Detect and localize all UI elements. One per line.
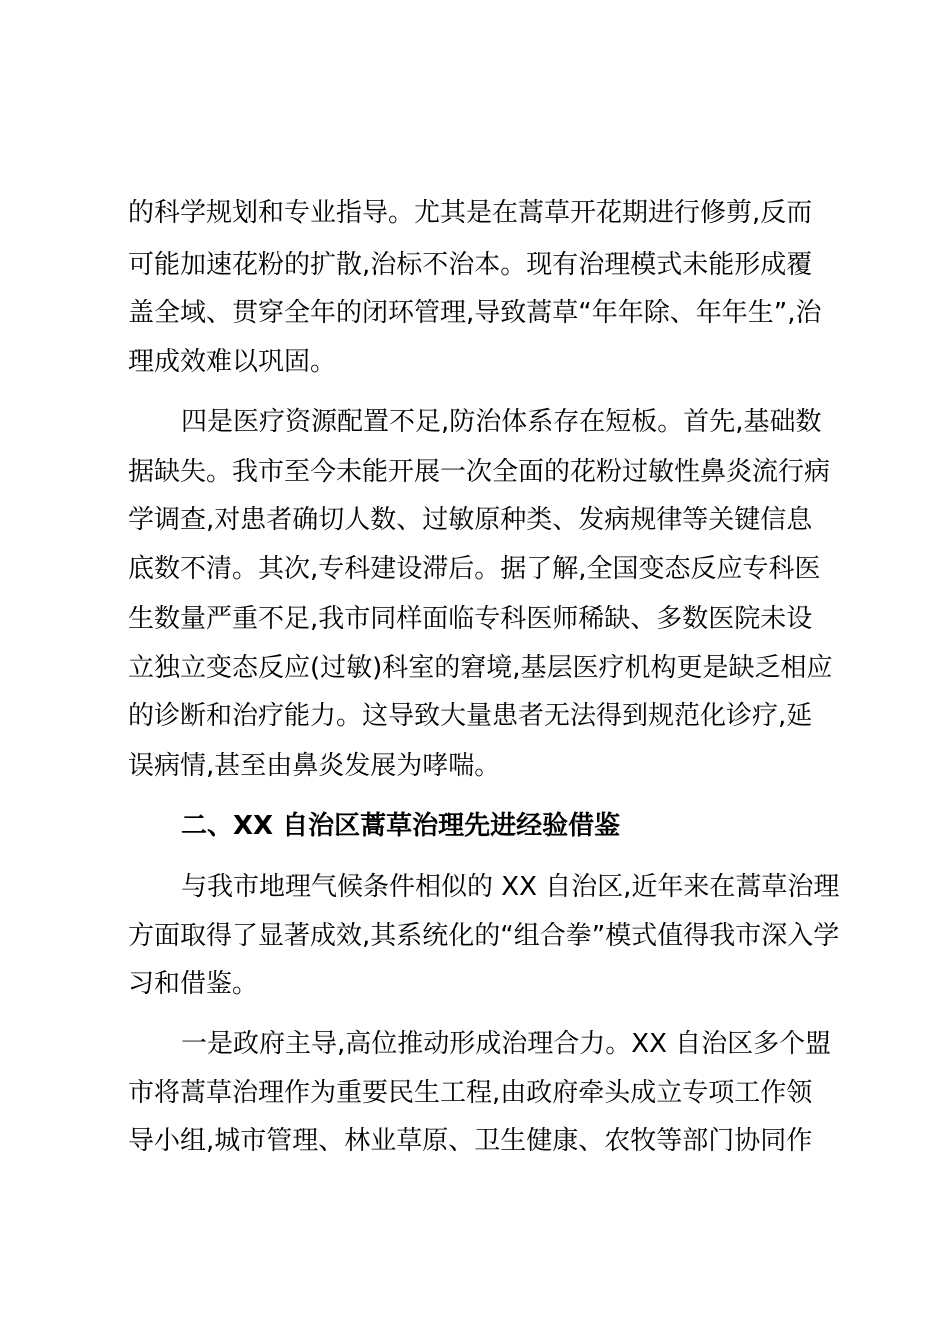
text-line-18: 导小组,城市管理、林业草原、卫生健康、农牧等部门协同作 xyxy=(128,1126,813,1156)
text-line-6: 据缺失。我市至今未能开展一次全面的花粉过敏性鼻炎流行病 xyxy=(128,457,831,487)
text-line-13: 与我市地理气候条件相似的 XX 自治区,近年来在蒿草治理 xyxy=(181,872,840,902)
text-line-12: 误病情,甚至由鼻炎发展为哮喘。 xyxy=(128,751,501,781)
text-line-2: 可能加速花粉的扩散,治标不治本。现有治理模式未能形成覆 xyxy=(128,250,813,280)
text-line-10: 立独立变态反应(过敏)科室的窘境,基层医疗机构更是缺乏相应 xyxy=(128,653,833,683)
text-line-16: 一是政府主导,高位推动形成治理合力。XX 自治区多个盟 xyxy=(181,1029,832,1059)
section-heading: 二、XX 自治区蒿草治理先进经验借鉴 xyxy=(181,811,621,841)
text-line-5: 四是医疗资源配置不足,防治体系存在短板。首先,基础数 xyxy=(181,407,822,437)
text-line-14: 方面取得了显著成效,其系统化的“组合拳”模式值得我市深入学 xyxy=(128,921,840,951)
text-line-1: 的科学规划和专业指导。尤其是在蒿草开花期进行修剪,反而 xyxy=(128,198,813,228)
text-line-3: 盖全域、贯穿全年的闭环管理,导致蒿草“年年除、年年生”,治 xyxy=(128,298,822,328)
text-line-9: 生数量严重不足,我市同样面临专科医师稀缺、多数医院未设 xyxy=(128,604,813,634)
text-line-15: 习和借鉴。 xyxy=(128,969,259,999)
text-line-11: 的诊断和治疗能力。这导致大量患者无法得到规范化诊疗,延 xyxy=(128,701,813,731)
text-line-4: 理成效难以巩固。 xyxy=(128,347,337,377)
text-line-17: 市将蒿草治理作为重要民生工程,由政府牵头成立专项工作领 xyxy=(128,1078,813,1108)
text-line-8: 底数不清。其次,专科建设滞后。据了解,全国变态反应专科医 xyxy=(128,554,821,584)
text-line-7: 学调查,对患者确切人数、过敏原种类、发病规律等关键信息 xyxy=(128,505,813,535)
